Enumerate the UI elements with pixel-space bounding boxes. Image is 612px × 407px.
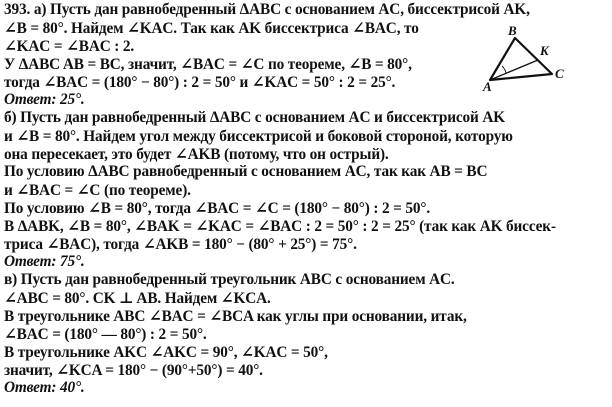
- label-k: K: [540, 43, 549, 58]
- text-line: ∠BAC = (180° — 80°) : 2 = 50°.: [4, 326, 207, 343]
- text-line: значит, ∠KCA = 180° − (90°+50°) = 40°.: [4, 362, 263, 379]
- angle-arc-a: [502, 66, 506, 74]
- text-line: она пересекает, это будет ∠AKB (потому, что он острый).: [4, 146, 389, 163]
- triangle-figure: [482, 22, 576, 92]
- text-line: и ∠BAC = ∠C (по теореме).: [4, 182, 191, 199]
- text-line: 393. а) Пусть дан равнобедренный ΔABC с основанием AC, биссектрисой AK,: [4, 1, 530, 18]
- text-line: в) Пусть дан равнобедренный треугольник ABC с основанием AC.: [4, 271, 455, 288]
- text-line: ∠ABC = 80°. CK ⊥ AB. Найдем ∠KCA.: [4, 290, 271, 307]
- text-line: У ΔABC AB = BC, значит, ∠BAC = ∠C по теореме, ∠B = 80°,: [4, 56, 412, 73]
- text-line: В треугольнике ABC ∠BAC = ∠BCA как углы при основании, итак,: [4, 308, 467, 325]
- text-line: и ∠B = 80°. Найдем угол между биссектрисой и боковой стороной, которую: [4, 128, 513, 145]
- text-line: ∠B = 80°. Найдем ∠KAC. Так как AK биссектриса ∠BAC, то: [4, 20, 419, 37]
- label-c: C: [555, 66, 564, 81]
- text-line: В треугольнике AKC ∠AKC = 90°, ∠KAC = 50°,: [4, 344, 328, 361]
- text-line: триса ∠BAC), тогда ∠AKB = 180° − (80° + 25°) = 75°.: [4, 236, 357, 253]
- text-line: По условию ∠B = 80°, тогда ∠BAC = ∠C = (180° − 80°) : 2 = 50°.: [4, 200, 431, 217]
- answer-line: Ответ: 75°.: [4, 253, 85, 270]
- answer-line: Ответ: 25°.: [4, 91, 85, 108]
- text-line: б) Пусть дан равнобедренный ΔABC с основанием AC и биссектрисой AK: [4, 109, 505, 126]
- answer-line: Ответ: 40°.: [4, 379, 85, 396]
- text-line: тогда ∠BAC = (180° − 80°) : 2 = 50° и ∠KAC = 50° : 2 = 25°.: [4, 74, 396, 91]
- label-a: A: [483, 79, 492, 92]
- text-line: В ΔABK, ∠B = 80°, ∠BAK = ∠KAC = ∠BAC : 2 = 50° : 2 = 25° (так как AK биссек-: [4, 218, 556, 235]
- label-b: B: [508, 23, 517, 38]
- text-line: ∠KAC = ∠BAC : 2.: [4, 38, 135, 55]
- text-line: По условию ΔABC равнобедренный с основанием AC, так как AB = BC: [4, 163, 488, 180]
